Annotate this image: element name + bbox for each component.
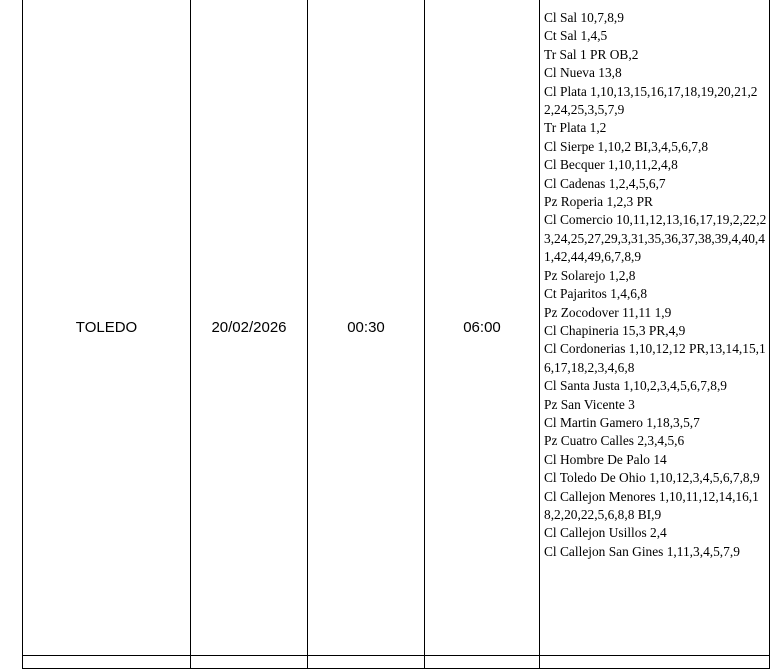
next-row-cell [425, 656, 540, 669]
street-entry: Pz Solarejo 1,2,8 [544, 267, 636, 283]
street-entry: Cl Hombre De Palo 14 [544, 451, 667, 467]
street-entry: Tr Sal 1 PR OB,2 [544, 46, 639, 62]
next-row-cell [540, 656, 770, 669]
street-entry: Cl Santa Justa 1,10,2,3,4,5,6,7,8,9 [544, 378, 728, 394]
street-entry: Cl Martin Gamero 1,18,3,5,7 [544, 414, 700, 430]
street-entry: Ct Sal 1,4,5 [544, 28, 608, 44]
table-row-next [23, 656, 770, 669]
end-time-cell: 06:00 [425, 0, 540, 656]
outage-table [22, 0, 770, 669]
start-time-cell: 00:30 [308, 0, 425, 656]
next-row-cell [308, 656, 425, 669]
street-entry: Cl Callejon San Gines 1,11,3,4,5,7,9 [544, 543, 740, 559]
street-entry: Cl Sal 10,7,8,9 [544, 10, 624, 25]
street-entry: Pz San Vicente 3 [544, 396, 635, 412]
street-entry: Cl Toledo De Ohio 1,10,12,3,4,5,6,7,8,9 [544, 470, 760, 486]
street-entry: Tr Plata 1,2 [544, 120, 607, 136]
street-entry: Ct Pajaritos 1,4,6,8 [544, 286, 648, 302]
street-entry: Cl Sierpe 1,10,2 BI,3,4,5,6,7,8 [544, 138, 709, 154]
street-entry: Cl Chapineria 15,3 PR,4,9 [544, 322, 686, 338]
street-entry: Pz Cuatro Calles 2,3,4,5,6 [544, 433, 685, 449]
street-entry: Cl Cordonerias 1,10,12,12 PR,13,14,15,16,17,18,2,3,4,6,8 [544, 341, 766, 375]
date-cell: 20/02/2026 [191, 0, 308, 656]
street-list [540, 0, 769, 561]
street-entry: Pz Roperia 1,2,3 PR [544, 194, 653, 210]
street-entry: Cl Becquer 1,10,11,2,4,8 [544, 157, 678, 173]
municipality-cell: TOLEDO [23, 0, 191, 656]
street-entry: Cl Callejon Menores 1,10,11,12,14,16,18,2,20,22,5,6,8,8 BI,9 [544, 488, 759, 522]
street-entry: Cl Comercio 10,11,12,13,16,17,19,2,22,23,24,25,27,29,3,31,35,36,37,38,39,4,40,41,42,44,49,6,7,8,9 [544, 212, 767, 265]
table-row [23, 0, 770, 656]
streets-cell [540, 0, 770, 656]
next-row-cell [23, 656, 191, 669]
next-row-cell [191, 656, 308, 669]
street-entry: Pz Zocodover 11,11 1,9 [544, 304, 672, 320]
street-entry: Cl Cadenas 1,2,4,5,6,7 [544, 175, 666, 191]
street-entry: Cl Nueva 13,8 [544, 65, 622, 81]
street-entry: Cl Plata 1,10,13,15,16,17,18,19,20,21,22,24,25,3,5,7,9 [544, 83, 758, 118]
street-entry: Cl Callejon Usillos 2,4 [544, 525, 667, 541]
